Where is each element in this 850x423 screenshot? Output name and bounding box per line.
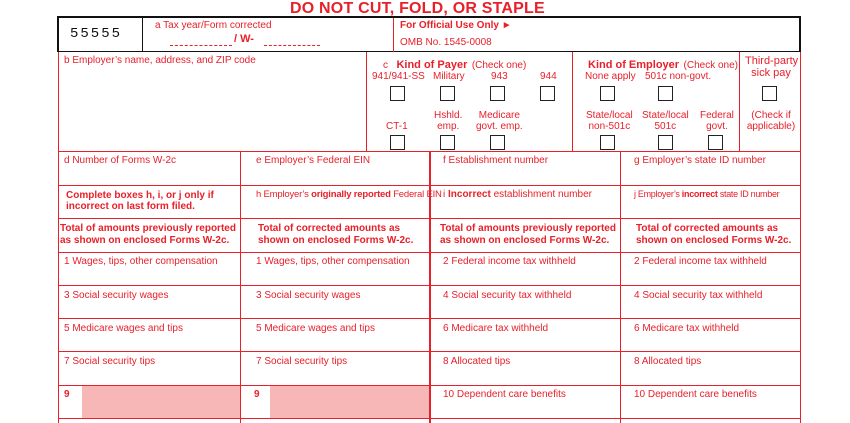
checkbox-statelocal-501c[interactable] bbox=[658, 135, 673, 150]
box-7-corr-field[interactable] bbox=[241, 368, 428, 384]
totals-corr-col4: Total of corrected amounts as shown on enclosed Forms W-2c. bbox=[636, 223, 792, 246]
official-use-label: For Official Use Only ► bbox=[400, 20, 512, 31]
checkbox-federal-govt[interactable] bbox=[708, 135, 723, 150]
box-8-corr-label: 8 Allocated tips bbox=[634, 356, 702, 367]
checkbox-none-apply[interactable] bbox=[600, 86, 615, 101]
payer-opt-medicare-govt: Medicare govt. emp. bbox=[476, 110, 523, 132]
box-2-prev-label: 2 Federal income tax withheld bbox=[443, 256, 576, 267]
box-5-prev-label: 5 Medicare wages and tips bbox=[64, 323, 183, 334]
box-3-corr-label: 3 Social security wages bbox=[256, 290, 361, 301]
checkbox-statelocal-non501c[interactable] bbox=[600, 135, 615, 150]
box-d-label: d Number of Forms W-2c bbox=[64, 155, 177, 166]
box-j-label bbox=[634, 189, 779, 200]
payer-title: Kind of Payer bbox=[396, 59, 468, 71]
box-3-prev-label: 3 Social security wages bbox=[64, 290, 169, 301]
box-8-corr-field[interactable] bbox=[621, 368, 799, 384]
box-5-corr-label: 5 Medicare wages and tips bbox=[256, 323, 375, 334]
banner-title: DO NOT CUT, FOLD, OR STAPLE bbox=[290, 0, 545, 17]
box-10-corr-field[interactable] bbox=[621, 401, 799, 417]
box-2-corr-field[interactable] bbox=[621, 268, 799, 284]
box-2-corr-label: 2 Federal income tax withheld bbox=[634, 256, 767, 267]
box-i-label bbox=[443, 189, 592, 200]
checkbox-943[interactable] bbox=[490, 86, 505, 101]
form-code: 55555 bbox=[70, 26, 123, 42]
checkbox-third-party-sick-pay[interactable] bbox=[762, 86, 777, 101]
box-h-label bbox=[256, 189, 442, 200]
box-9-corr-shaded bbox=[270, 386, 429, 418]
box-5-prev-field[interactable] bbox=[59, 335, 239, 350]
box-9-corr-label: 9 bbox=[254, 389, 260, 400]
box-7-corr-label: 7 Social security tips bbox=[256, 356, 348, 367]
employer-opt-statelocal-501c: State/local 501c bbox=[642, 110, 689, 132]
totals-prev-col1: Total of amounts previously reported as shown on enclosed Forms W-2c. bbox=[60, 223, 236, 246]
box-h-suffix: Federal EIN bbox=[390, 189, 442, 200]
employer-kind-title: Kind of Employer bbox=[588, 59, 680, 71]
box-8-prev-field[interactable] bbox=[431, 368, 619, 384]
box-6-prev-label: 6 Medicare tax withheld bbox=[443, 323, 549, 334]
box-10-prev-label: 10 Dependent care benefits bbox=[443, 389, 566, 400]
checkbox-944[interactable] bbox=[540, 86, 555, 101]
employer-opt-none: None apply bbox=[585, 71, 636, 82]
box-f-field[interactable] bbox=[431, 167, 619, 184]
box-j-prefix: j Employer’s bbox=[634, 189, 682, 199]
box-h-bold: originally reported bbox=[311, 189, 391, 200]
payer-opt-ct1: CT-1 bbox=[386, 121, 408, 132]
box-j-field[interactable] bbox=[621, 201, 799, 217]
checkbox-military[interactable] bbox=[440, 86, 455, 101]
employer-name-field[interactable] bbox=[59, 68, 365, 150]
employer-opt-501c-nongovt: 501c non-govt. bbox=[645, 71, 712, 82]
box-j-bold: incorrect bbox=[681, 189, 718, 199]
box-1-corr-label: 1 Wages, tips, other compensation bbox=[256, 256, 410, 267]
box-g-field[interactable] bbox=[621, 167, 799, 184]
box-9-prev-shaded bbox=[82, 386, 240, 418]
omb-number: OMB No. 1545-0008 bbox=[400, 37, 492, 48]
box-7-prev-label: 7 Social security tips bbox=[64, 356, 156, 367]
box-6-prev-field[interactable] bbox=[431, 335, 619, 350]
box-g-label: g Employer’s state ID number bbox=[634, 155, 766, 166]
payer-opt-941: 941/941-SS bbox=[372, 71, 425, 82]
checkbox-501c-nongovt[interactable] bbox=[658, 86, 673, 101]
checkbox-medicare-govt-emp[interactable] bbox=[490, 135, 505, 150]
employer-opt-statelocal-non501c: State/local non-501c bbox=[586, 110, 633, 132]
box-10-corr-label: 10 Dependent care benefits bbox=[634, 389, 757, 400]
totals-prev-col3: Total of amounts previously reported as shown on enclosed Forms W-2c. bbox=[440, 223, 616, 246]
checkbox-ct1[interactable] bbox=[390, 135, 405, 150]
tax-year-form-slash: / W- bbox=[234, 33, 254, 45]
box-h-field[interactable] bbox=[241, 201, 428, 217]
box-6-corr-field[interactable] bbox=[621, 335, 799, 350]
employer-name-label: b Employer’s name, address, and ZIP code bbox=[64, 55, 256, 66]
box-3-prev-field[interactable] bbox=[59, 302, 239, 317]
box-10-prev-field[interactable] bbox=[431, 401, 619, 417]
employer-kind-check-one: (Check one) bbox=[683, 60, 738, 71]
employer-opt-federal-govt: Federal govt. bbox=[700, 110, 734, 132]
box-i-prefix: i bbox=[443, 189, 448, 200]
box-9-prev-label: 9 bbox=[64, 389, 70, 400]
payer-letter: c bbox=[383, 60, 388, 71]
box-i-field[interactable] bbox=[431, 201, 619, 217]
tax-year-label: a Tax year/Form corrected bbox=[155, 20, 272, 31]
box-e-label: e Employer’s Federal EIN bbox=[256, 155, 371, 166]
payer-opt-hshld: Hshld. emp. bbox=[434, 110, 463, 132]
box-5-corr-field[interactable] bbox=[241, 335, 428, 350]
checkbox-941[interactable] bbox=[390, 86, 405, 101]
box-i-bold: Incorrect bbox=[448, 189, 491, 200]
third-party-note: (Check if applicable) bbox=[746, 110, 796, 132]
checkbox-hshld-emp[interactable] bbox=[440, 135, 455, 150]
box-e-field[interactable] bbox=[241, 167, 428, 184]
payer-opt-military: Military bbox=[433, 71, 465, 82]
box-d-field[interactable] bbox=[59, 167, 239, 184]
box-4-prev-field[interactable] bbox=[431, 302, 619, 317]
box-4-prev-label: 4 Social security tax withheld bbox=[443, 290, 572, 301]
third-party-title: Third-party sick pay bbox=[745, 55, 799, 79]
totals-corr-col2: Total of corrected amounts as shown on enclosed Forms W-2c. bbox=[258, 223, 414, 246]
box-7-prev-field[interactable] bbox=[59, 368, 239, 384]
box-j-suffix: state ID number bbox=[717, 189, 780, 199]
box-3-corr-field[interactable] bbox=[241, 302, 428, 317]
box-6-corr-label: 6 Medicare tax withheld bbox=[634, 323, 740, 334]
box-1-prev-label: 1 Wages, tips, other compensation bbox=[64, 256, 218, 267]
box-2-prev-field[interactable] bbox=[431, 268, 619, 284]
box-4-corr-field[interactable] bbox=[621, 302, 799, 317]
box-1-corr-field[interactable] bbox=[241, 268, 428, 284]
box-h-prefix: h Employer’s bbox=[256, 189, 312, 200]
box-i-suffix: establishment number bbox=[490, 189, 592, 200]
hij-instruction: Complete boxes h, i, or j only if incorrect on last form filed. bbox=[66, 190, 214, 212]
payer-opt-944: 944 bbox=[540, 71, 557, 82]
payer-opt-943: 943 bbox=[491, 71, 508, 82]
tax-year-field[interactable] bbox=[170, 33, 320, 48]
box-1-prev-field[interactable] bbox=[59, 268, 239, 284]
payer-check-one: (Check one) bbox=[471, 60, 527, 71]
box-4-corr-label: 4 Social security tax withheld bbox=[634, 290, 763, 301]
box-f-label: f Establishment number bbox=[443, 155, 549, 166]
box-8-prev-label: 8 Allocated tips bbox=[443, 356, 511, 367]
